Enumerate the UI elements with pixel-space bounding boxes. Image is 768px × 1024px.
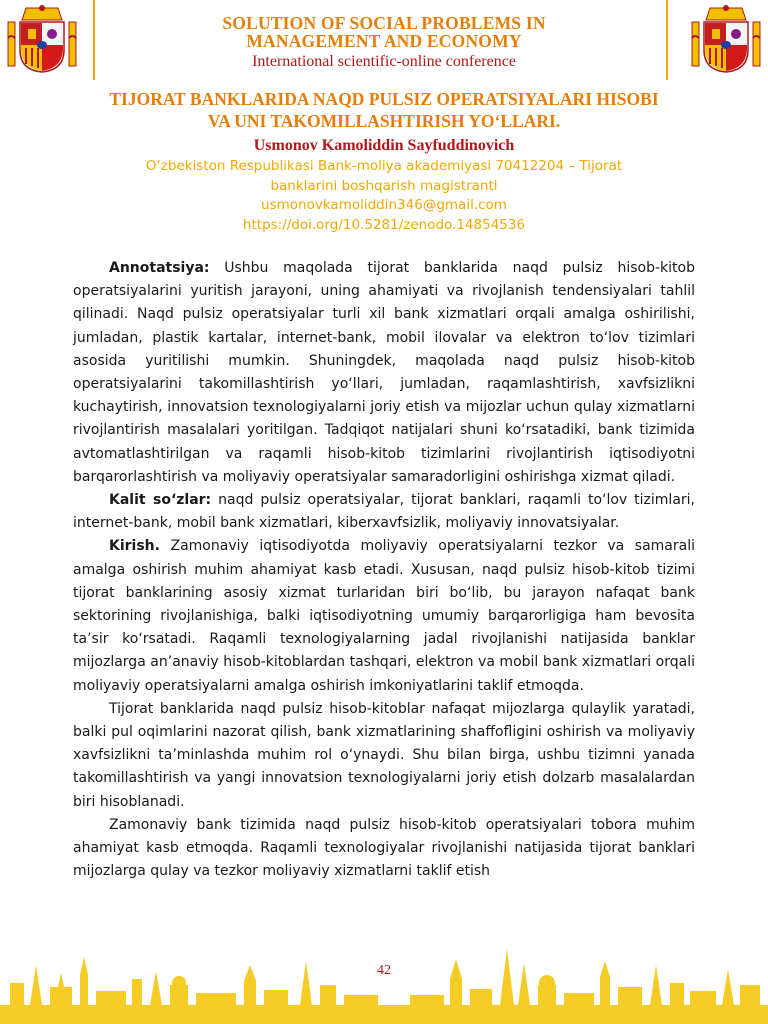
conference-subtitle: International scientific-online conference [252,53,516,70]
article-title [40,88,728,132]
paragraph-text: Tijorat banklarida naqd pulsiz hisob-kitoblar nafaqat mijozlarga qulaylik yaratadi, balki pul oqimlarini nazorat qilish, bank xizmatlarining shaffofligini oshirish va moliyaviy xavfsizlikni ta’minlashda muhim rol o‘ynaydi. Shu bilan birga, ushbu tizimni yanada takomillashtirish va yangi innovatsion texnologiyalarni joriy etish dolzarb masalalardan biri hisoblanadi. [73,700,695,810]
paragraph-introduction [73,535,695,697]
conference-title [100,14,668,71]
author-affiliation [60,157,708,235]
city-skyline-decoration [0,935,768,1024]
conference-title-line1: SOLUTION OF SOCIAL PROBLEMS IN [222,13,546,33]
paragraph-lead: Kalit so‘zlar: [109,492,212,509]
paragraph-text: Zamonaviy iqtisodiyotda moliyaviy operatsiyalarni tezkor va samarali amalga oshirish muhim ahamiyat kasb etadi. Xususan, naqd pulsiz hisob-kitob tizimi tijorat banklarining asosiy xizmat turlaridan biri bo‘lib, bu jarayon nafaqat bank sektorining rivojlanishiga, balki iqtisodiyotning umumiy barqarorligiga ham bevosita ta’sir ko‘rsatadi. Raqamli texnologiyalarning jadal rivojlanishi natijasida banklar mijozlarga an’anaviy hisob-kitoblardan tashqari, elektron va mobil bank xizmatlari orqali moliyaviy operatsiyalarni amalga oshirish imkoniyatlarini taklif etmoqda. [73,538,695,694]
spain-coat-of-arms-icon [6,4,78,76]
page-header [0,0,768,82]
affiliation-line1: O‘zbekiston Respublikasi Bank-moliya akademiyasi 70412204 – Tijorat [145,158,623,174]
conference-title-line2: MANAGEMENT AND ECONOMY [246,31,522,51]
paragraph-abstract [73,257,695,489]
affiliation-line2: banklarini boshqarish magistranti [270,177,498,194]
paragraph-text: naqd pulsiz operatsiyalar, tijorat banklari, raqamli to‘lov tizimlari, internet-bank, mobil bank xizmatlari, kiberxavfsizlik, moliyaviy innovatsiyalar. [73,492,695,532]
article-body [73,257,695,883]
paragraph-keywords [73,489,695,535]
paragraph-text: Zamonaviy bank tizimida naqd pulsiz hisob-kitob operatsiyalari tobora muhim ahamiyat kasb etmoqda. Raqamli texnologiyalar rivojlanishi natijasida tijorat banklari mijozlarga qulay va tezkor moliyaviy xizmatlarni taklif etish [73,816,695,880]
paragraph-body [73,814,695,884]
article-title-line2: VA UNI TAKOMILLASHTIRISH YO‘LLARI. [207,111,561,131]
paragraph-body [73,698,695,814]
doi-link[interactable]: https://doi.org/10.5281/zenodo.14854536 [242,216,526,233]
author-email[interactable]: usmonovkamoliddin346@gmail.com [261,197,507,213]
page-number: 42 [377,963,391,978]
paragraph-text: Ushbu maqolada tijorat banklarida naqd pulsiz hisob-kitob operatsiyalarini yuritish jarayoni, uning ahamiyati va rivojlanish tendensiyalari tahlil qilinadi. Naqd pulsiz operatsiyalar turli xil bank xizmatlari orqali amalga oshirilishi, jumladan, plastik kartalar, internet-bank, mobil ilovalar va elektron to‘lov tizimlari asosida yuritilishi mumkin. Shuningdek, maqolada naqd pulsiz hisob-kitob operatsiyalarini takomillashtirish yo‘llari, jumladan, raqamlashtirish, xavfsizlikni kuchaytirish, innovatsion texnologiyalarni joriy etish va mijozlar uchun qulay xizmatlarni rivojlantirish masalalari yoritilgan. Tadqiqot natijalari shuni ko‘rsatadiki, bank tizimida avtomatlashtirilgan va raqamli hisob-kitob tizimlarini rivojlantirish iqtisodiyotni barqarorlashtirish va moliyaviy operatsiyalar samaradorligini oshirishga xizmat qiladi. [73,260,695,485]
article-title-line1: TIJORAT BANKLARIDA NAQD PULSIZ OPERATSIYALARI HISOBI [109,89,659,109]
paragraph-lead: Annotatsiya: [109,260,210,276]
author-name: Usmonov Kamoliddin Sayfuddinovich [253,137,515,154]
spain-coat-of-arms-icon [690,4,762,76]
header-divider-left [93,0,95,80]
paragraph-lead: Kirish. [109,538,160,555]
header-divider-right [666,0,668,80]
